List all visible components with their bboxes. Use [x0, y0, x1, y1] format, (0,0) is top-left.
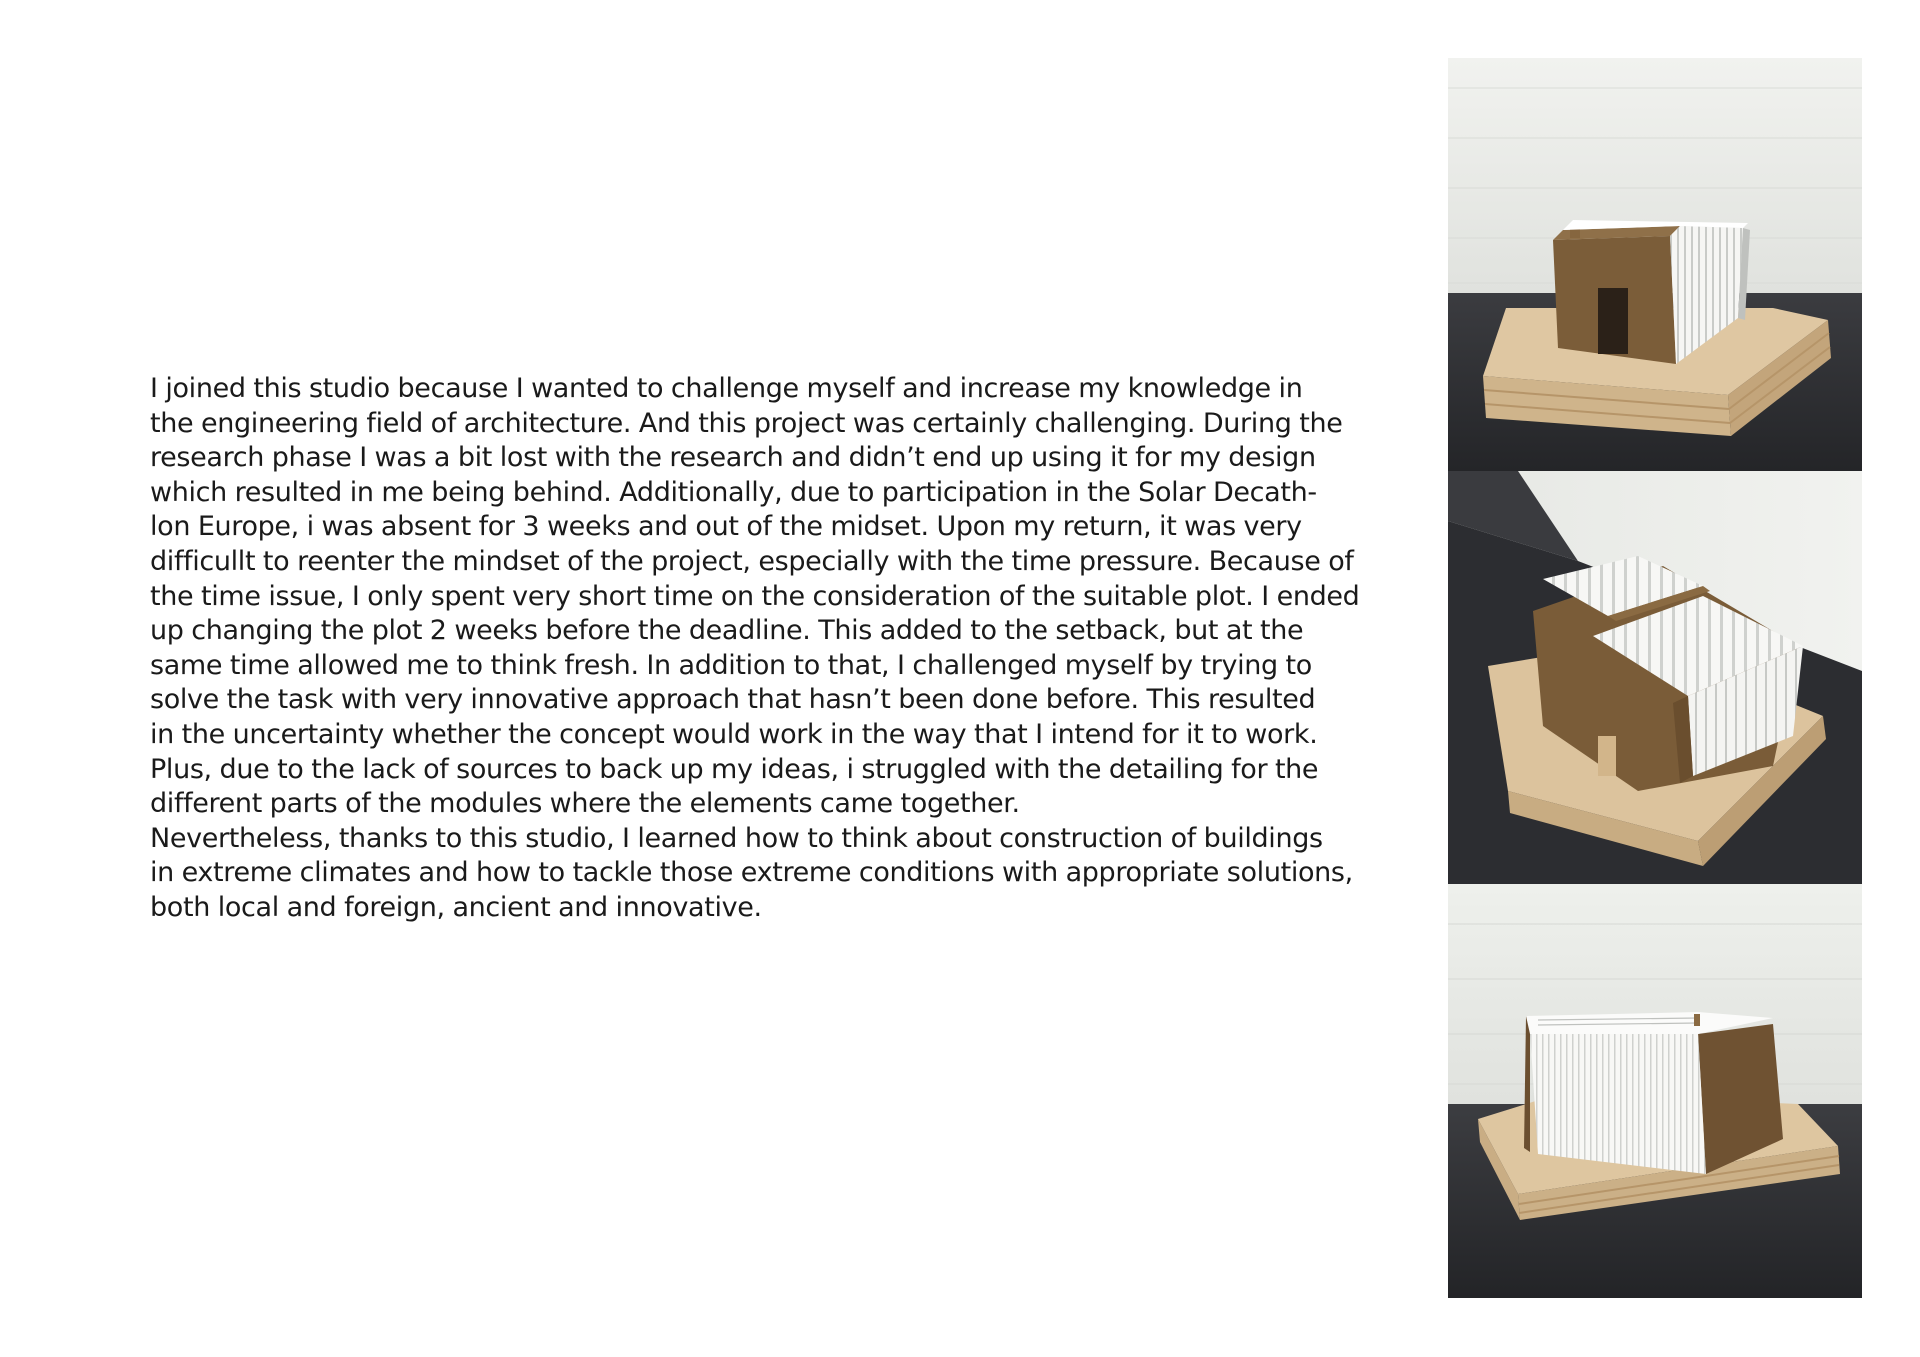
reflection-line: solve the task with very innovative approach that hasn’t been done before. This resulted — [150, 684, 1316, 716]
model-photo-perspective — [1448, 58, 1862, 471]
reflection-line: which resulted in me being behind. Additionally, due to participation in the Solar Decath- — [150, 476, 1317, 508]
reflection-line: the engineering field of architecture. And this project was certainly challenging. During the — [150, 407, 1343, 439]
reflection-line: Plus, due to the lack of sources to back up my ideas, i struggled with the detailing for the — [150, 753, 1319, 785]
reflection-line: the time issue, I only spent very short time on the consideration of the suitable plot. I ended — [150, 580, 1360, 612]
reflection-line: lon Europe, i was absent for 3 weeks and out of the midset. Upon my return, it was very — [150, 511, 1302, 543]
model-perspective-image — [1448, 58, 1862, 471]
reflection-line: difficullt to reenter the mindset of the project, especially with the time pressure. Because of — [150, 545, 1354, 577]
reflection-line: same time allowed me to think fresh. In addition to that, I challenged myself by trying to — [150, 649, 1312, 681]
reflection-line: both local and foreign, ancient and innovative. — [150, 891, 762, 923]
reflection-line: Nevertheless, thanks to this studio, I learned how to think about construction of buildings — [150, 822, 1323, 854]
reflection-text — [150, 372, 1360, 926]
reflection-line: research phase I was a bit lost with the research and didn’t end up using it for my design — [150, 442, 1316, 474]
reflection-line: up changing the plot 2 weeks before the deadline. This added to the setback, but at the — [150, 615, 1304, 647]
reflection-line: I joined this studio because I wanted to challenge myself and increase my knowledge in — [150, 373, 1303, 404]
reflection-line: different parts of the modules where the elements came together. — [150, 788, 1020, 820]
model-front-image — [1448, 884, 1862, 1298]
reflection-line: in extreme climates and how to tackle those extreme conditions with appropriate solutions, — [150, 857, 1353, 889]
model-photo-strip — [1448, 58, 1862, 1298]
model-aerial-image — [1448, 471, 1862, 884]
reflection-line: in the uncertainty whether the concept would work in the way that I intend for it to work. — [150, 718, 1318, 750]
model-photo-front — [1448, 884, 1862, 1298]
model-photo-aerial — [1448, 471, 1862, 884]
